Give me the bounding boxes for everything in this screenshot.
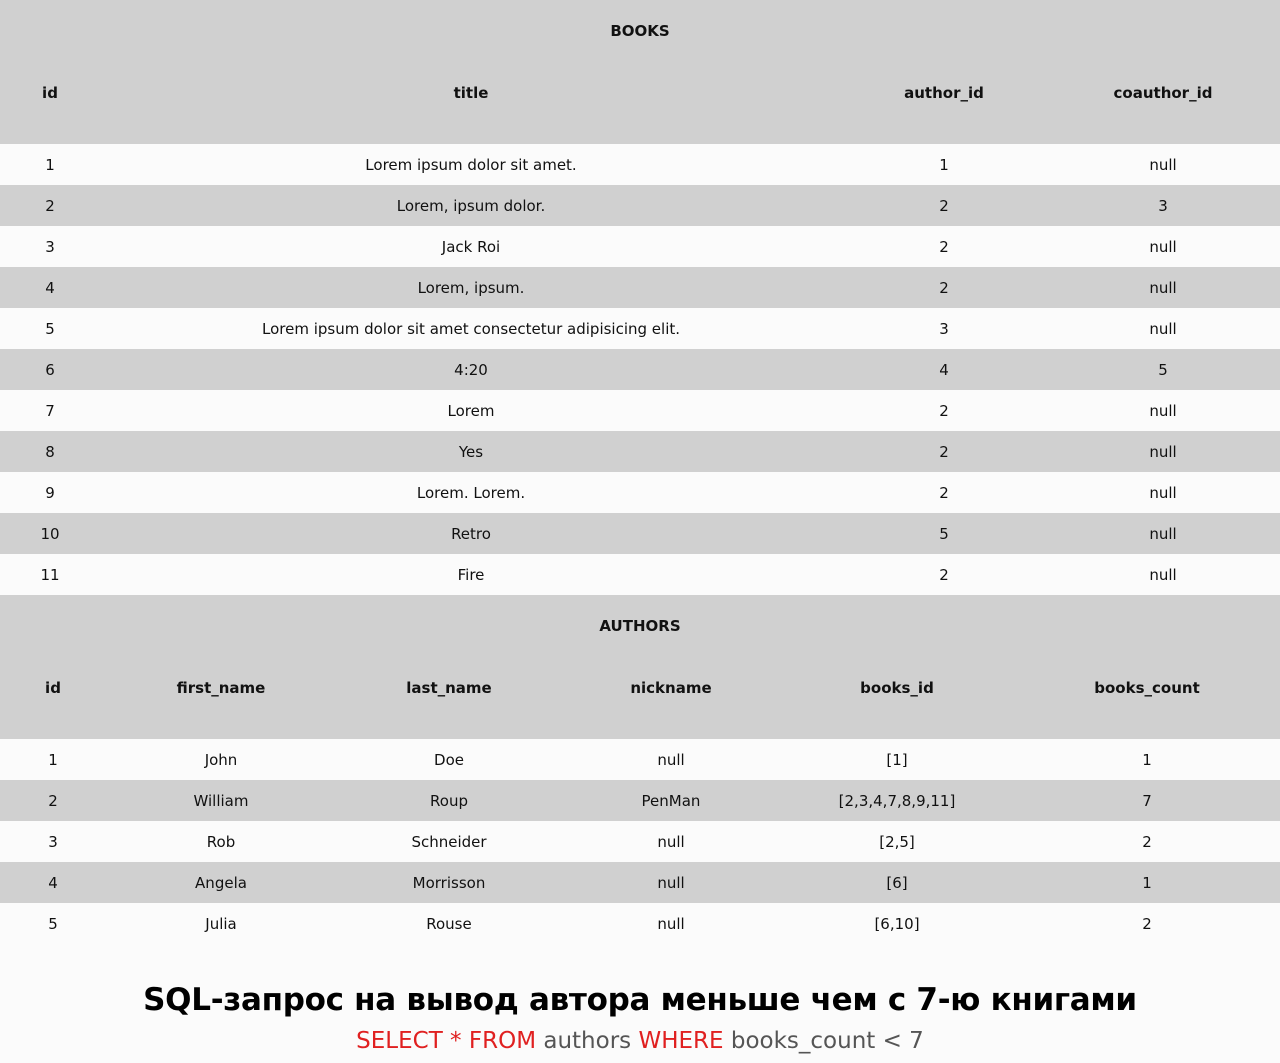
books-cell-coauthor-id: null <box>1046 390 1280 431</box>
books-cell-coauthor-id: null <box>1046 144 1280 185</box>
authors-column-header: nickname <box>562 657 780 739</box>
authors-header-row <box>0 657 1280 739</box>
books-column-header: id <box>0 62 100 144</box>
books-cell-coauthor-id: null <box>1046 513 1280 554</box>
books-cell-author-id: 2 <box>842 390 1046 431</box>
table-row <box>0 862 1280 903</box>
authors-cell-books-id: [2,3,4,7,8,9,11] <box>780 780 1014 821</box>
authors-cell-books-count: 2 <box>1014 821 1280 862</box>
authors-column-header: first_name <box>106 657 336 739</box>
authors-cell-nickname: null <box>562 821 780 862</box>
sql-text: authors <box>536 1028 639 1054</box>
authors-cell-first-name: Julia <box>106 903 336 944</box>
authors-cell-last-name: Schneider <box>336 821 562 862</box>
authors-cell-last-name: Rouse <box>336 903 562 944</box>
authors-cell-nickname: PenMan <box>562 780 780 821</box>
authors-cell-id: 4 <box>0 862 106 903</box>
authors-cell-books-id: [1] <box>780 739 1014 780</box>
authors-cell-last-name: Roup <box>336 780 562 821</box>
authors-cell-nickname: null <box>562 862 780 903</box>
authors-cell-first-name: William <box>106 780 336 821</box>
authors-cell-first-name: Angela <box>106 862 336 903</box>
books-cell-author-id: 2 <box>842 431 1046 472</box>
table-row <box>0 821 1280 862</box>
books-cell-author-id: 2 <box>842 472 1046 513</box>
books-cell-coauthor-id: 5 <box>1046 349 1280 390</box>
books-cell-coauthor-id: null <box>1046 554 1280 595</box>
authors-cell-books-id: [6] <box>780 862 1014 903</box>
authors-cell-id: 3 <box>0 821 106 862</box>
books-cell-id: 1 <box>0 144 100 185</box>
books-column-header: coauthor_id <box>1046 62 1280 144</box>
authors-column-header: books_count <box>1014 657 1280 739</box>
books-cell-coauthor-id: null <box>1046 308 1280 349</box>
books-cell-id: 6 <box>0 349 100 390</box>
authors-cell-nickname: null <box>562 903 780 944</box>
books-cell-title: Jack Roi <box>100 226 842 267</box>
table-row <box>0 780 1280 821</box>
authors-table-body <box>0 739 1280 944</box>
query-heading: SQL-запрос на вывод автора меньше чем с 7-ю книгами <box>143 982 1137 1018</box>
query-section <box>0 944 1280 1054</box>
authors-column-header: books_id <box>780 657 1014 739</box>
books-cell-title: Yes <box>100 431 842 472</box>
books-cell-author-id: 2 <box>842 554 1046 595</box>
books-column-header: author_id <box>842 62 1046 144</box>
books-cell-id: 10 <box>0 513 100 554</box>
table-row <box>0 472 1280 513</box>
sql-keyword: WHERE <box>638 1028 724 1054</box>
books-table-caption: BOOKS <box>0 0 1280 62</box>
books-column-header: title <box>100 62 842 144</box>
sql-text: books_count < 7 <box>723 1028 924 1054</box>
authors-cell-last-name: Morrisson <box>336 862 562 903</box>
table-row <box>0 739 1280 780</box>
books-cell-author-id: 1 <box>842 144 1046 185</box>
authors-cell-first-name: John <box>106 739 336 780</box>
books-cell-coauthor-id: null <box>1046 226 1280 267</box>
authors-cell-books-count: 7 <box>1014 780 1280 821</box>
books-cell-title: Lorem, ipsum. <box>100 267 842 308</box>
authors-cell-id: 2 <box>0 780 106 821</box>
books-cell-coauthor-id: 3 <box>1046 185 1280 226</box>
books-cell-id: 9 <box>0 472 100 513</box>
books-cell-coauthor-id: null <box>1046 472 1280 513</box>
authors-cell-books-id: [2,5] <box>780 821 1014 862</box>
sql-query <box>0 1028 1280 1054</box>
table-row <box>0 390 1280 431</box>
books-cell-author-id: 2 <box>842 226 1046 267</box>
table-row <box>0 349 1280 390</box>
authors-cell-books-id: [6,10] <box>780 903 1014 944</box>
books-cell-id: 8 <box>0 431 100 472</box>
table-row <box>0 513 1280 554</box>
authors-table-caption: AUTHORS <box>0 595 1280 657</box>
authors-cell-books-count: 2 <box>1014 903 1280 944</box>
books-table-body <box>0 144 1280 595</box>
books-cell-author-id: 2 <box>842 185 1046 226</box>
authors-cell-last-name: Doe <box>336 739 562 780</box>
table-row <box>0 267 1280 308</box>
books-cell-title: Lorem, ipsum dolor. <box>100 185 842 226</box>
books-cell-id: 4 <box>0 267 100 308</box>
books-cell-title: Retro <box>100 513 842 554</box>
sql-keyword: FROM <box>468 1028 537 1054</box>
books-cell-coauthor-id: null <box>1046 267 1280 308</box>
authors-cell-id: 1 <box>0 739 106 780</box>
books-cell-id: 3 <box>0 226 100 267</box>
books-cell-title: Lorem <box>100 390 842 431</box>
authors-cell-books-count: 1 <box>1014 862 1280 903</box>
sql-keyword: SELECT <box>356 1028 443 1054</box>
authors-column-header: id <box>0 657 106 739</box>
books-cell-coauthor-id: null <box>1046 431 1280 472</box>
table-row <box>0 431 1280 472</box>
books-cell-title: Fire <box>100 554 842 595</box>
authors-column-header: last_name <box>336 657 562 739</box>
books-cell-title: Lorem ipsum dolor sit amet consectetur adipisicing elit. <box>100 308 842 349</box>
books-cell-title: Lorem ipsum dolor sit amet. <box>100 144 842 185</box>
authors-cell-nickname: null <box>562 739 780 780</box>
books-cell-id: 5 <box>0 308 100 349</box>
books-cell-title: Lorem. Lorem. <box>100 472 842 513</box>
books-header-row <box>0 62 1280 144</box>
books-cell-id: 2 <box>0 185 100 226</box>
sql-keyword: * <box>442 1028 469 1054</box>
authors-cell-books-count: 1 <box>1014 739 1280 780</box>
books-cell-author-id: 2 <box>842 267 1046 308</box>
books-cell-author-id: 5 <box>842 513 1046 554</box>
table-row <box>0 308 1280 349</box>
table-row <box>0 554 1280 595</box>
authors-cell-id: 5 <box>0 903 106 944</box>
books-cell-author-id: 3 <box>842 308 1046 349</box>
table-row <box>0 144 1280 185</box>
books-cell-id: 7 <box>0 390 100 431</box>
table-row <box>0 903 1280 944</box>
books-cell-id: 11 <box>0 554 100 595</box>
table-row <box>0 185 1280 226</box>
table-row <box>0 226 1280 267</box>
books-cell-author-id: 4 <box>842 349 1046 390</box>
authors-table <box>0 595 1280 944</box>
books-cell-title: 4:20 <box>100 349 842 390</box>
authors-cell-first-name: Rob <box>106 821 336 862</box>
